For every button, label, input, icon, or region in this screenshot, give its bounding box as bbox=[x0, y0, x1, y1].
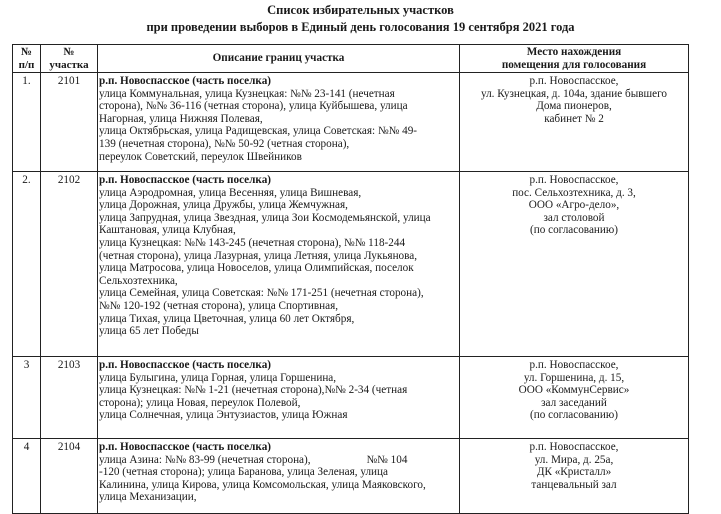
row-boundary-description bbox=[98, 172, 460, 357]
row-precinct-number: 2101 bbox=[41, 73, 98, 172]
header-precinct-line2: участка bbox=[49, 58, 89, 71]
header-index-line2: п/п bbox=[18, 58, 35, 71]
description-line: переулок Советский, переулок Швейников bbox=[99, 150, 302, 163]
location-line: пос. Сельхозтехника, д. 3, bbox=[512, 186, 636, 199]
location-line: танцевальный зал bbox=[531, 478, 617, 491]
location-line: ул. Горшенина, д. 15, bbox=[523, 371, 625, 384]
table-row bbox=[13, 439, 689, 514]
location-line: р.п. Новоспасское, bbox=[529, 174, 619, 186]
document-title: Список избирательных участков bbox=[267, 3, 454, 17]
settlement-heading: р.п. Новоспасское (часть поселка) bbox=[99, 441, 272, 453]
row-polling-location bbox=[460, 357, 689, 439]
description-line: (четная сторона), улица Лазурная, улица Летняя, улица Лукьянова, bbox=[99, 249, 418, 262]
row-boundary-description bbox=[98, 357, 460, 439]
location-line: кабинет № 2 bbox=[544, 112, 604, 125]
header-location-line2: помещения для голосования bbox=[501, 58, 647, 71]
description-line: 139 (нечетная сторона), №№ 50-92 (четная сторона), bbox=[99, 137, 350, 150]
header-description: Описание границ участка bbox=[98, 45, 460, 73]
location-line: зал столовой bbox=[543, 211, 605, 224]
table-row bbox=[13, 73, 689, 172]
row-precinct-number: 2102 bbox=[41, 172, 98, 357]
description-line: улица Кузнецкая: №№ 143-245 (нечетная сторона), №№ 118-244 bbox=[99, 236, 406, 249]
description-line: улица Аэродромная, улица Весенняя, улица Вишневая, bbox=[99, 186, 362, 199]
description-line: Калинина, улица Кирова, улица Комсомольская, улица Маяковского, bbox=[99, 478, 426, 491]
description-line: улица Булыгина, улица Горная, улица Горшенина, bbox=[99, 371, 337, 384]
header-location-line1: Место нахождения bbox=[526, 45, 622, 58]
table-row bbox=[13, 357, 689, 439]
location-line: р.п. Новоспасское, bbox=[529, 359, 619, 371]
location-line: ул. Кузнецкая, д. 104а, здание бывшего bbox=[480, 87, 668, 100]
description-line: улица Кузнецкая: №№ 1-21 (нечетная сторона),№№ 2-34 (четная bbox=[99, 384, 408, 397]
description-line: улица Механизации, bbox=[99, 491, 197, 504]
settlement-heading: р.п. Новоспасское (часть поселка) bbox=[99, 75, 272, 87]
row-boundary-description bbox=[98, 73, 460, 172]
header-index-line1: № bbox=[20, 46, 33, 58]
row-polling-location bbox=[460, 439, 689, 514]
description-line: Каштановая, улица Клубная, bbox=[99, 224, 236, 237]
description-line: улица Запрудная, улица Звездная, улица Зои Космодемьянской, улица bbox=[99, 211, 431, 224]
description-line: улица Солнечная, улица Энтузиастов, улица Южная bbox=[99, 409, 348, 422]
location-line: (по согласованию) bbox=[530, 409, 618, 422]
row-polling-location bbox=[460, 172, 689, 357]
location-line: ООО «Агро-дело», bbox=[528, 199, 620, 212]
location-line: Дома пионеров, bbox=[536, 100, 612, 113]
description-line: №№ 120-192 (четная сторона), улица Спортивная, bbox=[99, 299, 339, 312]
row-index: 4 bbox=[13, 439, 41, 514]
settlement-heading: р.п. Новоспасское (часть поселка) bbox=[99, 174, 272, 186]
row-precinct-number: 2104 bbox=[41, 439, 98, 514]
row-index: 1. bbox=[13, 73, 41, 172]
description-line: улица Азина: №№ 83-99 (нечетная сторона), №№ 104 bbox=[99, 453, 408, 466]
document-subtitle: при проведении выборов в Единый день голосования 19 сентября 2021 года bbox=[146, 20, 575, 34]
description-line: улица Дорожная, улица Дружбы, улица Жемчужная, bbox=[99, 199, 348, 212]
location-line: ДК «Кристалл» bbox=[536, 466, 612, 479]
description-line: Сельхозтехника, bbox=[99, 274, 178, 287]
row-precinct-number: 2103 bbox=[41, 357, 98, 439]
header-location bbox=[460, 45, 689, 73]
row-boundary-description bbox=[98, 439, 460, 514]
header-index bbox=[13, 45, 41, 73]
description-line: улица Коммунальная, улица Кузнецкая: №№ 23-141 (нечетная bbox=[99, 87, 395, 100]
description-line: Нагорная, улица Нижняя Полевая, bbox=[99, 112, 263, 125]
location-line: р.п. Новоспасское, bbox=[529, 441, 619, 453]
description-line: сторона); улица Новая, переулок Полевой, bbox=[99, 396, 301, 409]
table-row bbox=[13, 172, 689, 357]
header-precinct bbox=[41, 45, 98, 73]
description-line: улица 65 лет Победы bbox=[99, 325, 199, 338]
table-header-row bbox=[13, 45, 689, 73]
header-precinct-line1: № bbox=[63, 46, 75, 58]
description-line: улица Тихая, улица Цветочная, улица 60 лет Октября, bbox=[99, 312, 355, 325]
location-line: р.п. Новоспасское, bbox=[529, 75, 619, 87]
description-line: -120 (четная сторона); улица Баранова, улица Зеленая, улица bbox=[99, 466, 388, 479]
location-line: зал заседаний bbox=[541, 396, 607, 409]
precincts-table bbox=[12, 44, 689, 514]
row-index: 3 bbox=[13, 357, 41, 439]
description-line: улица Матросова, улица Новоселов, улица Олимпийская, поселок bbox=[99, 262, 414, 275]
row-index: 2. bbox=[13, 172, 41, 357]
description-line: сторона), №№ 36-116 (четная сторона), улица Куйбышева, улица bbox=[99, 100, 408, 113]
location-line: ООО «КоммунСервис» bbox=[518, 384, 630, 397]
description-line: улица Октябрьская, улица Радищевская, улица Советская: №№ 49- bbox=[99, 125, 418, 138]
location-line: ул. Мира, д. 25а, bbox=[534, 453, 614, 466]
row-polling-location bbox=[460, 73, 689, 172]
settlement-heading: р.п. Новоспасское (часть поселка) bbox=[99, 359, 272, 371]
location-line: (по согласованию) bbox=[530, 224, 618, 237]
description-line: улица Семейная, улица Советская: №№ 171-251 (нечетная сторона), bbox=[99, 287, 424, 300]
